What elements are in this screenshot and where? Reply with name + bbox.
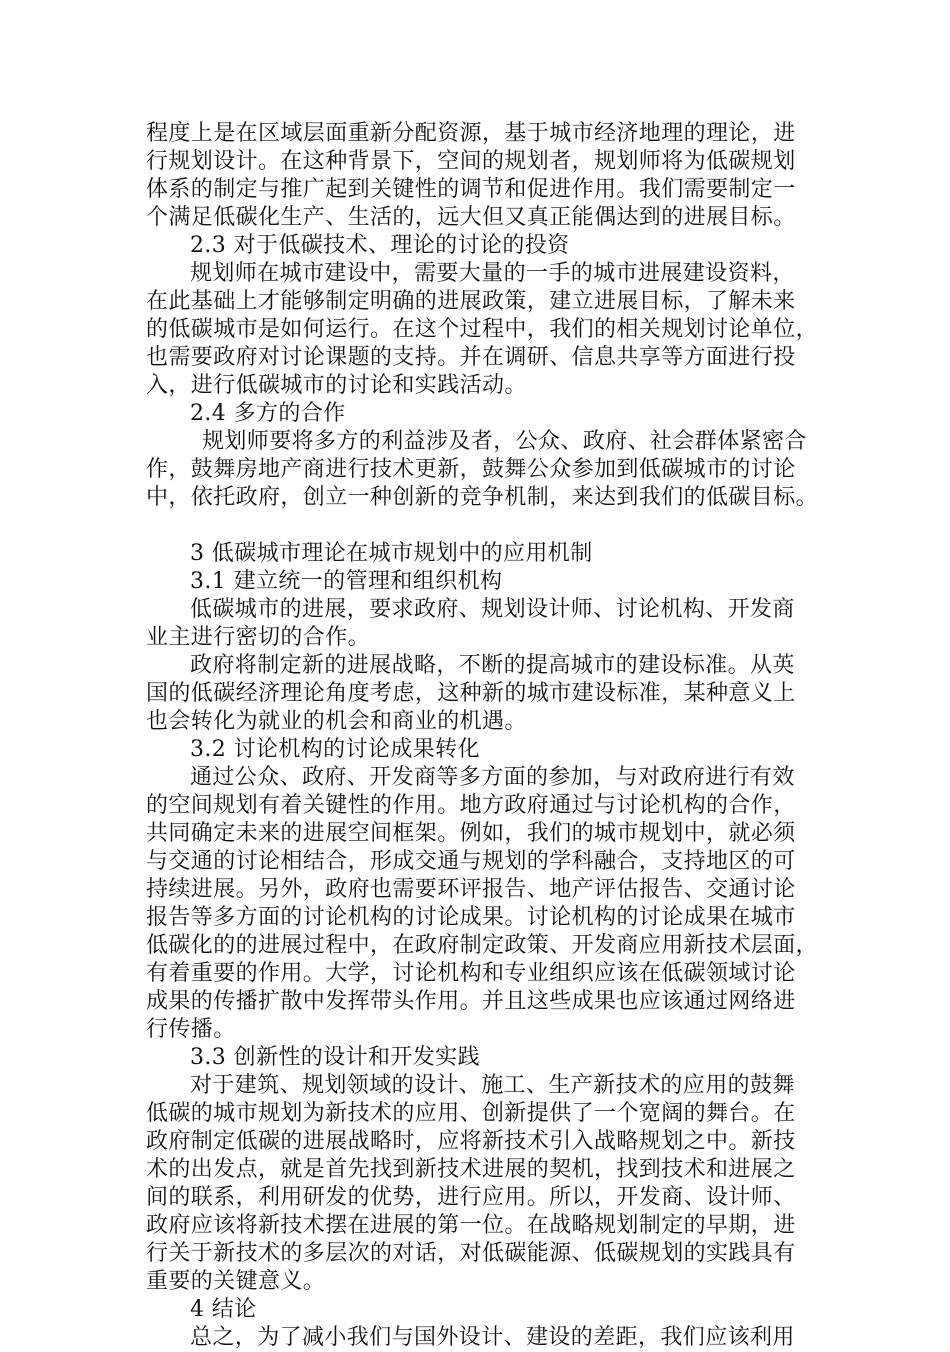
section-heading-3-2: 3.2 讨论机构的讨论成果转化 xyxy=(190,737,480,762)
paragraph-line: 政府应该将新技术摆在进展的第一位。在战略规划制定的早期，进 xyxy=(146,1213,796,1238)
paragraph-line: 业主进行密切的合作。 xyxy=(146,625,371,650)
paragraph-line: 行关于新技术的多层次的对话，对低碳能源、低碳规划的实践具有 xyxy=(146,1241,796,1266)
section-heading-2-3: 2.3 对于低碳技术、理论的讨论的投资 xyxy=(190,233,570,258)
paragraph-line: 总之，为了减小我们与国外设计、建设的差距，我们应该利用 xyxy=(190,1325,795,1350)
paragraph-line: 成果的传播扩散中发挥带头作用。并且这些成果也应该通过网络进 xyxy=(146,989,796,1014)
paragraph-line: 入，进行低碳城市的讨论和实践活动。 xyxy=(146,373,527,398)
paragraph-line: 低碳的城市规划为新技术的应用、创新提供了一个宽阔的舞台。在 xyxy=(146,1101,796,1126)
section-heading-3-1: 3.1 建立统一的管理和组织机构 xyxy=(190,569,503,594)
paragraph-line: 通过公众、政府、开发商等多方面的参加，与对政府进行有效 xyxy=(190,765,795,790)
paragraph-line: 中，依托政府，创立一种创新的竞争机制，来达到我们的低碳目标。 xyxy=(146,485,819,510)
paragraph-line: 有着重要的作用。大学，讨论机构和专业组织应该在低碳领域讨论 xyxy=(146,961,796,986)
blank-line xyxy=(146,512,806,540)
paragraph-line: 对于建筑、规划领域的设计、施工、生产新技术的应用的鼓舞 xyxy=(190,1073,795,1098)
paragraph-line: 重要的关键意义。 xyxy=(146,1269,326,1294)
paragraph-line: 低碳化的的进展过程中，在政府制定政策、开发商应用新技术层面， xyxy=(146,933,819,958)
document-page xyxy=(146,120,819,1352)
section-heading-4: 4 结论 xyxy=(190,1297,257,1322)
paragraph-line: 低碳城市的进展，要求政府、规划设计师、讨论机构、开发商 xyxy=(190,597,795,622)
section-heading-2-4: 2.4 多方的合作 xyxy=(190,401,346,426)
paragraph-line: 也需要政府对讨论课题的支持。并在调研、信息共享等方面进行投 xyxy=(146,345,796,370)
paragraph-line: 的低碳城市是如何运行。在这个过程中，我们的相关规划讨论单位， xyxy=(146,317,819,342)
paragraph-line: 持续进展。另外，政府也需要环评报告、地产评估报告、交通讨论 xyxy=(146,877,796,902)
section-heading-3-3: 3.3 创新性的设计和开发实践 xyxy=(190,1045,480,1070)
paragraph-line: 规划师要将多方的利益涉及者，公众、政府、社会群体紧密合 xyxy=(202,429,807,454)
paragraph-line: 在此基础上才能够制定明确的进展政策，建立进展目标，了解未来 xyxy=(146,289,796,314)
paragraph-line: 作，鼓舞房地产商进行技术更新，鼓舞公众参加到低碳城市的讨论 xyxy=(146,457,796,482)
paragraph-line: 行规划设计。在这种背景下，空间的规划者，规划师将为低碳规划 xyxy=(146,149,796,174)
paragraph-line: 术的出发点，就是首先找到新技术进展的契机，找到技术和进展之 xyxy=(146,1157,796,1182)
paragraph-line: 程度上是在区域层面重新分配资源，基于城市经济地理的理论，进 xyxy=(146,121,796,146)
paragraph-line: 体系的制定与推广起到关键性的调节和促进作用。我们需要制定一 xyxy=(146,177,796,202)
paragraph-line: 个满足低碳化生产、生活的，远大但又真正能偶达到的进展目标。 xyxy=(146,205,796,230)
section-heading-3: 3 低碳城市理论在城市规划中的应用机制 xyxy=(190,541,593,566)
paragraph-line: 规划师在城市建设中，需要大量的一手的城市进展建设资料， xyxy=(190,261,795,286)
paragraph-line: 政府将制定新的进展战略，不断的提高城市的建设标准。从英 xyxy=(190,653,795,678)
paragraph-line: 政府制定低碳的进展战略时，应将新技术引入战略规划之中。新技 xyxy=(146,1129,796,1154)
paragraph-line: 国的低碳经济理论角度考虑，这种新的城市建设标准，某种意义上 xyxy=(146,681,796,706)
paragraph-line: 报告等多方面的讨论机构的讨论成果。讨论机构的讨论成果在城市 xyxy=(146,905,796,930)
paragraph-line: 也会转化为就业的机会和商业的机遇。 xyxy=(146,709,527,734)
paragraph-line: 共同确定未来的进展空间框架。例如，我们的城市规划中，就必须 xyxy=(146,821,796,846)
paragraph-line: 间的联系，利用研发的优势，进行应用。所以，开发商、设计师、 xyxy=(146,1185,796,1210)
paragraph-line: 与交通的讨论相结合，形成交通与规划的学科融合，支持地区的可 xyxy=(146,849,796,874)
paragraph-line: 行传播。 xyxy=(146,1017,236,1042)
paragraph-line: 的空间规划有着关键性的作用。地方政府通过与讨论机构的合作， xyxy=(146,793,796,818)
